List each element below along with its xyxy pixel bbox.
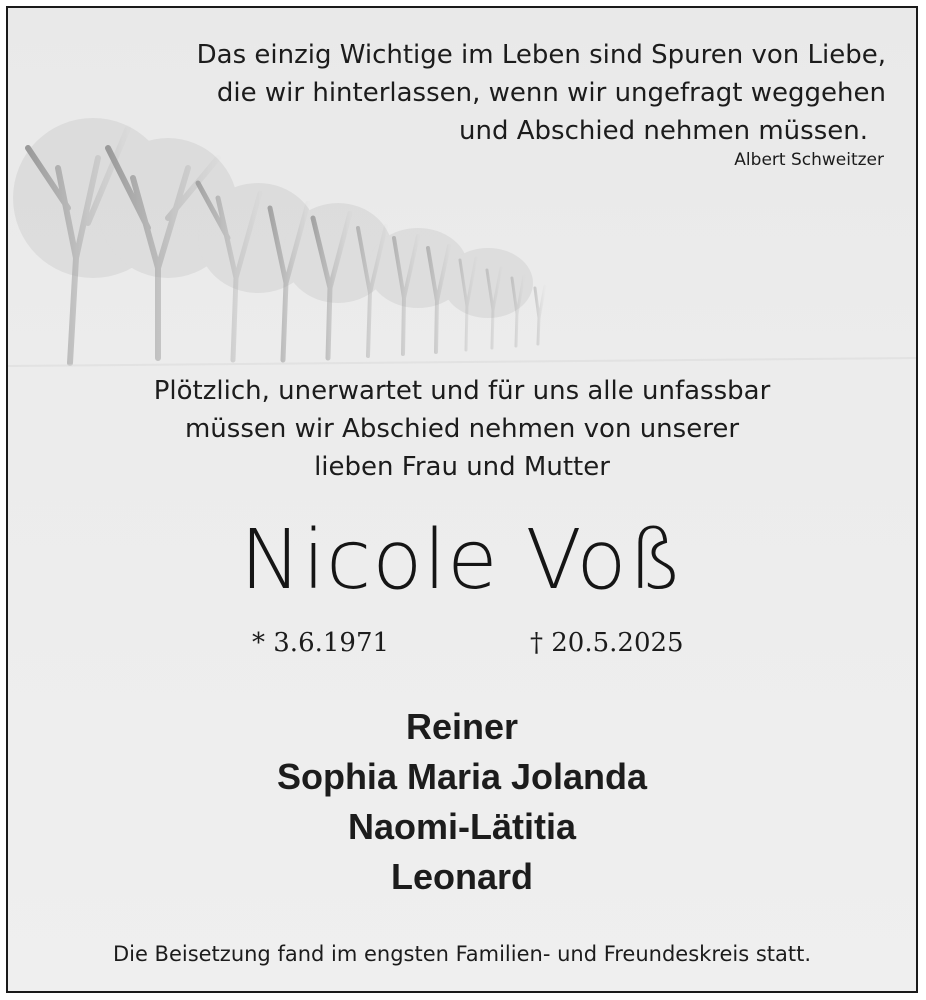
family-member: Reiner: [405, 706, 519, 747]
birth-date: * 3.6.1971: [252, 628, 390, 658]
quote-line: die wir hinterlassen, wenn wir ungefragt weggehen: [216, 78, 886, 108]
family-member: Naomi-Lätitia: [347, 806, 577, 847]
intro-line: lieben Frau und Mutter: [314, 452, 610, 482]
family-members: [8, 702, 916, 902]
burial-notice: Die Beisetzung fand im engsten Familien- und Freundeskreis statt.: [112, 942, 812, 966]
family-member: Sophia Maria Jolanda: [276, 756, 648, 797]
family-member: Leonard: [390, 856, 533, 897]
intro-line: Plötzlich, unerwartet und für uns alle unfassbar: [153, 376, 771, 406]
death-date: † 20.5.2025: [530, 628, 684, 658]
quote-author: Albert Schweitzer: [734, 150, 884, 170]
obituary-card: [6, 6, 918, 993]
intro-line: müssen wir Abschied nehmen von unserer: [184, 414, 740, 444]
intro-text: [8, 372, 916, 486]
deceased-name: Nicole Voß: [239, 513, 685, 608]
quote: [86, 36, 886, 150]
quote-line: Das einzig Wichtige im Leben sind Spuren von Liebe,: [196, 40, 886, 70]
quote-line: und Abschied nehmen müssen.: [459, 116, 868, 146]
